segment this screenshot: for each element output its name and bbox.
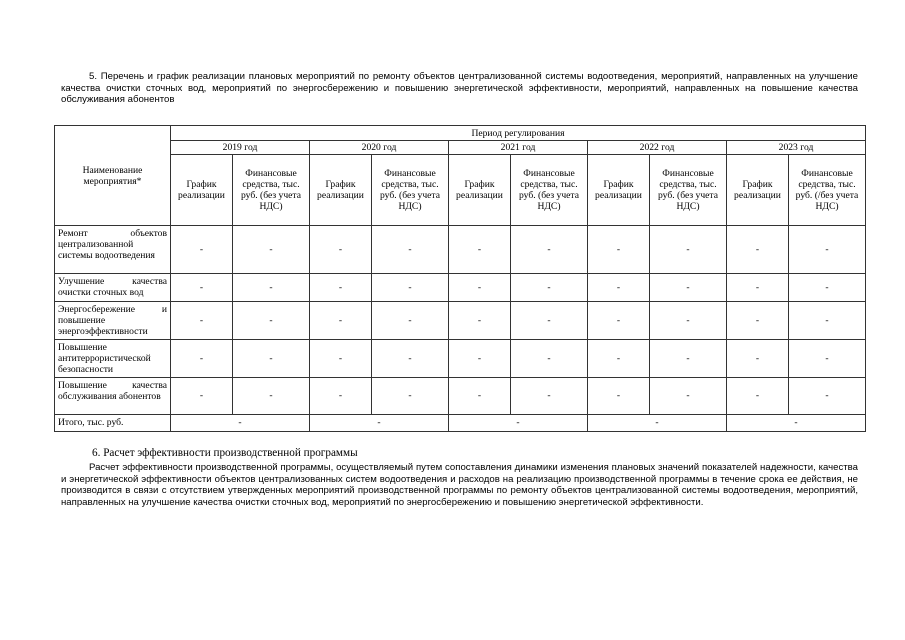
activity-name: Ремонт объектов централизованной системы водоотведения bbox=[55, 226, 171, 274]
schedule-header: График реализации bbox=[727, 155, 789, 226]
total-row bbox=[55, 414, 866, 431]
table-cell: - bbox=[449, 274, 511, 301]
name-header: Наименование мероприятия* bbox=[55, 126, 171, 226]
finance-header: Финансовые средства, тыс. руб. (без учета НДС) bbox=[650, 155, 727, 226]
table-cell: - bbox=[727, 226, 789, 274]
table-cell: - bbox=[171, 274, 233, 301]
table-cell: - bbox=[511, 274, 588, 301]
years-row bbox=[55, 141, 866, 155]
table-cell: - bbox=[372, 339, 449, 377]
table-cell: - bbox=[650, 274, 727, 301]
table-cell: - bbox=[727, 377, 789, 414]
table-row bbox=[55, 377, 866, 414]
table-row bbox=[55, 301, 866, 339]
activity-name: Повышение антитеррористической безопасности bbox=[55, 339, 171, 377]
schedule-header: График реализации bbox=[588, 155, 650, 226]
table-cell: - bbox=[511, 226, 588, 274]
table-cell: - bbox=[511, 377, 588, 414]
table-cell: - bbox=[310, 226, 372, 274]
table-cell: - bbox=[233, 339, 310, 377]
table-cell: - bbox=[310, 301, 372, 339]
total-cell: - bbox=[171, 414, 310, 431]
table-cell: - bbox=[449, 301, 511, 339]
total-cell: - bbox=[449, 414, 588, 431]
activity-name: Повышение качества обслуживания абонентов bbox=[55, 377, 171, 414]
activity-name: Улучшение качества очистки сточных вод bbox=[55, 274, 171, 301]
table-cell: - bbox=[233, 301, 310, 339]
table-cell: - bbox=[449, 339, 511, 377]
table-row bbox=[55, 339, 866, 377]
table-cell: - bbox=[727, 339, 789, 377]
table-cell: - bbox=[171, 339, 233, 377]
table-cell: - bbox=[171, 301, 233, 339]
year-header: 2019 год bbox=[171, 141, 310, 155]
year-header: 2020 год bbox=[310, 141, 449, 155]
table-cell: - bbox=[310, 377, 372, 414]
table-cell: - bbox=[449, 226, 511, 274]
table-cell: - bbox=[650, 226, 727, 274]
table-row bbox=[55, 226, 866, 274]
table-cell: - bbox=[449, 377, 511, 414]
period-header: Период регулирования bbox=[171, 126, 866, 141]
table-cell: - bbox=[233, 274, 310, 301]
table-cell: - bbox=[727, 301, 789, 339]
table-cell: - bbox=[310, 339, 372, 377]
table-cell: - bbox=[310, 274, 372, 301]
table-cell: - bbox=[588, 226, 650, 274]
finance-header: Финансовые средства, тыс. руб. (/без учета НДС) bbox=[789, 155, 866, 226]
finance-header: Финансовые средства, тыс. руб. (без учета НДС) bbox=[233, 155, 310, 226]
section6-paragraph: Расчет эффективности производственной программы, осуществляемый путем сопоставления динамики изменения плановых значений показателей надежности, качества и энергетической эффективности объектов централизованных систем водоотведения и расходов на реализацию производственной программы в течение срока ее действия, не производится в связи с отсутствием утвержденных мероприятий производственной программы по ремонту объектов централизованной системы водоотведения, мероприятий, направленных на улучшение качества очистки сточных вод, мероприятий по энергосбережению и повышению энергетической эффективности. bbox=[61, 462, 858, 508]
total-cell: - bbox=[310, 414, 449, 431]
table-cell: - bbox=[372, 301, 449, 339]
table-cell: - bbox=[789, 274, 866, 301]
total-cell: - bbox=[727, 414, 866, 431]
table-cell: - bbox=[789, 301, 866, 339]
total-label: Итого, тыс. руб. bbox=[55, 414, 171, 431]
finance-header: Финансовые средства, тыс. руб. (без учета НДС) bbox=[372, 155, 449, 226]
year-header: 2021 год bbox=[449, 141, 588, 155]
table-cell: - bbox=[372, 226, 449, 274]
table-cell: - bbox=[789, 339, 866, 377]
table-cell: - bbox=[650, 339, 727, 377]
schedule-header: График реализации bbox=[310, 155, 372, 226]
section5-paragraph: 5. Перечень и график реализации плановых мероприятий по ремонту объектов централизованной системы водоотведения, мероприятий, направленных на улучшение качества очистки сточных вод, мероприятий по энергосбережению и повышению энергетической эффективности, мероприятий, направленных на повышение качества обслуживания абонентов bbox=[61, 71, 858, 106]
subheader-row bbox=[55, 155, 866, 226]
table-cell: - bbox=[789, 226, 866, 274]
table-cell: - bbox=[588, 274, 650, 301]
activity-name: Энергосбережение и повышение энергоэффективности bbox=[55, 301, 171, 339]
table-cell: - bbox=[511, 339, 588, 377]
finance-header: Финансовые средства, тыс. руб. (без учета НДС) bbox=[511, 155, 588, 226]
table-cell: - bbox=[511, 301, 588, 339]
schedule-header: График реализации bbox=[449, 155, 511, 226]
table-header-row bbox=[55, 126, 866, 141]
table-cell: - bbox=[588, 339, 650, 377]
table-cell: - bbox=[588, 301, 650, 339]
year-header: 2022 год bbox=[588, 141, 727, 155]
table-cell: - bbox=[372, 274, 449, 301]
table-cell: - bbox=[233, 377, 310, 414]
table-cell: - bbox=[588, 377, 650, 414]
table-cell: - bbox=[171, 377, 233, 414]
table-row bbox=[55, 274, 866, 301]
year-header: 2023 год bbox=[727, 141, 866, 155]
table-cell: - bbox=[650, 301, 727, 339]
schedule-header: График реализации bbox=[171, 155, 233, 226]
activities-table bbox=[54, 125, 866, 432]
table-cell: - bbox=[727, 274, 789, 301]
table-cell: - bbox=[233, 226, 310, 274]
total-cell: - bbox=[588, 414, 727, 431]
table-cell: - bbox=[171, 226, 233, 274]
section6-heading: 6. Расчет эффективности производственной программы bbox=[92, 447, 358, 459]
table-cell: - bbox=[789, 377, 866, 414]
table-cell: - bbox=[650, 377, 727, 414]
table-cell: - bbox=[372, 377, 449, 414]
